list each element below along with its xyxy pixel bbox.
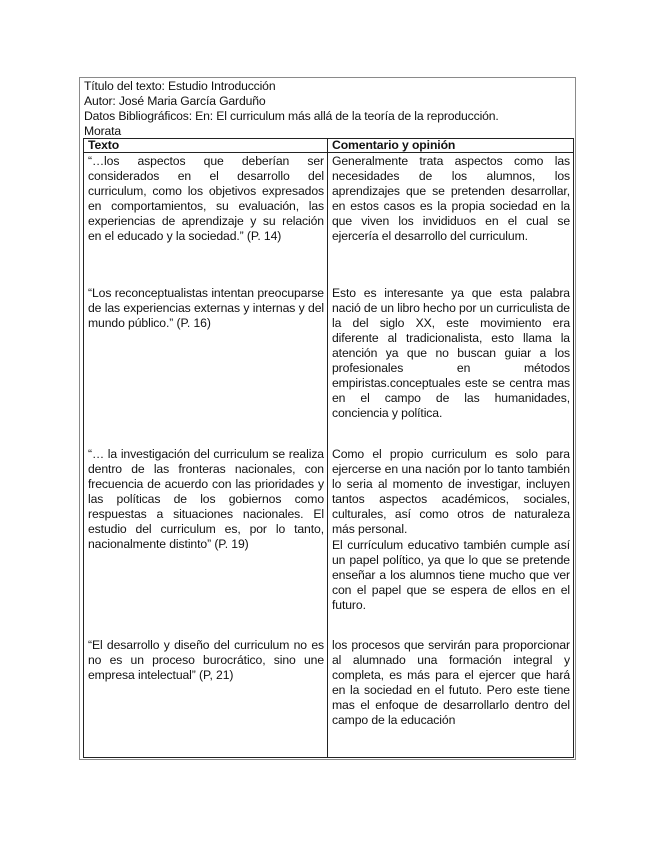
quote-text: “Los reconceptualistas intentan preocuparse de las experiencias externas y internas y del mundo público.” (P. 16) [88,286,324,330]
table-row [84,637,574,758]
quote-cell [84,285,328,446]
quote-cell [84,446,328,637]
column-header-comentario: Comentario y opinión [328,139,574,153]
comment-text: los procesos que servirán para proporcionar al alumnado una formación integral y completa, es más para el ejercer que hará en la sociedad en el fututo. Pero este tiene mas el enfoque de desarrollarlo dentro del campo de la educación [332,638,570,727]
quote-cell [84,153,328,286]
comment-cell [328,637,574,758]
document-header [84,79,574,139]
table-row [84,285,574,446]
title-line: Título del texto: Estudio Introducción [84,79,276,93]
comment-text: Generalmente trata aspectos como las necesidades de los alumnos, los aprendizajes que se pretenden desarrollar, en estos casos es la propia sociedad en la que viven los invididuos en el cual se ejercería el desarrollo del curriculum. [332,154,570,243]
comment-cell [328,153,574,286]
column-header-texto: Texto [84,139,328,153]
author-line: Autor: José Maria García Garduño [84,94,266,108]
bibliographic-line: Datos Bibliográficos: En: El curriculum más allá de la teoría de la reproducción. [84,109,499,123]
comment-cell [328,285,574,446]
comment-cell [328,446,574,637]
comment-text: El currículum educativo también cumple así un papel político, ya que lo que se pretende enseñar a los alumnos tiene mucho que ver con el papel que se espera de ellos en el futuro. [332,538,570,612]
comment-text: Como el propio curriculum es solo para ejercerse en una nación por lo tanto también lo seria al momento de investigar, incluyen tantos aspectos académicos, sociales, culturales, así como otros de naturaleza más personal. [332,447,570,536]
publisher-line: Morata [84,124,122,138]
quote-text: “El desarrollo y diseño del curriculum no es no es un proceso burocrático, sino une empresa intelectual” (P, 21) [88,638,324,682]
table-header-row [84,139,574,153]
table-row [84,153,574,286]
quote-text: “… la investigación del curriculum se realiza dentro de las fronteras nacionales, con frecuencia de acuerdo con las prioridades y las políticas de los gobiernos como respuestas a situaciones nacionales. El estudio del curriculum es, por lo tanto, nacionalmente distinto” (P. 19) [88,447,324,551]
quote-cell [84,637,328,758]
table-row [84,446,574,637]
review-table [83,138,574,758]
quote-text: “…los aspectos que deberían ser considerados en el desarrollo del curriculum, como los objetivos expresados en comportamientos, su evaluación, las experiencias de aprendizaje y su relación en el educado y la sociedad.” (P. 14) [88,154,324,243]
comment-text: Esto es interesante ya que esta palabra nació de un libro hecho por un curriculista de la del siglo XX, este movimiento era diferente al tradicionalista, esto llama la atención ya que no buscan guiar a los profesionales en métodos empiristas.conceptuales este se centra mas en el campo de las humanidades, conciencia y política. [332,286,570,420]
